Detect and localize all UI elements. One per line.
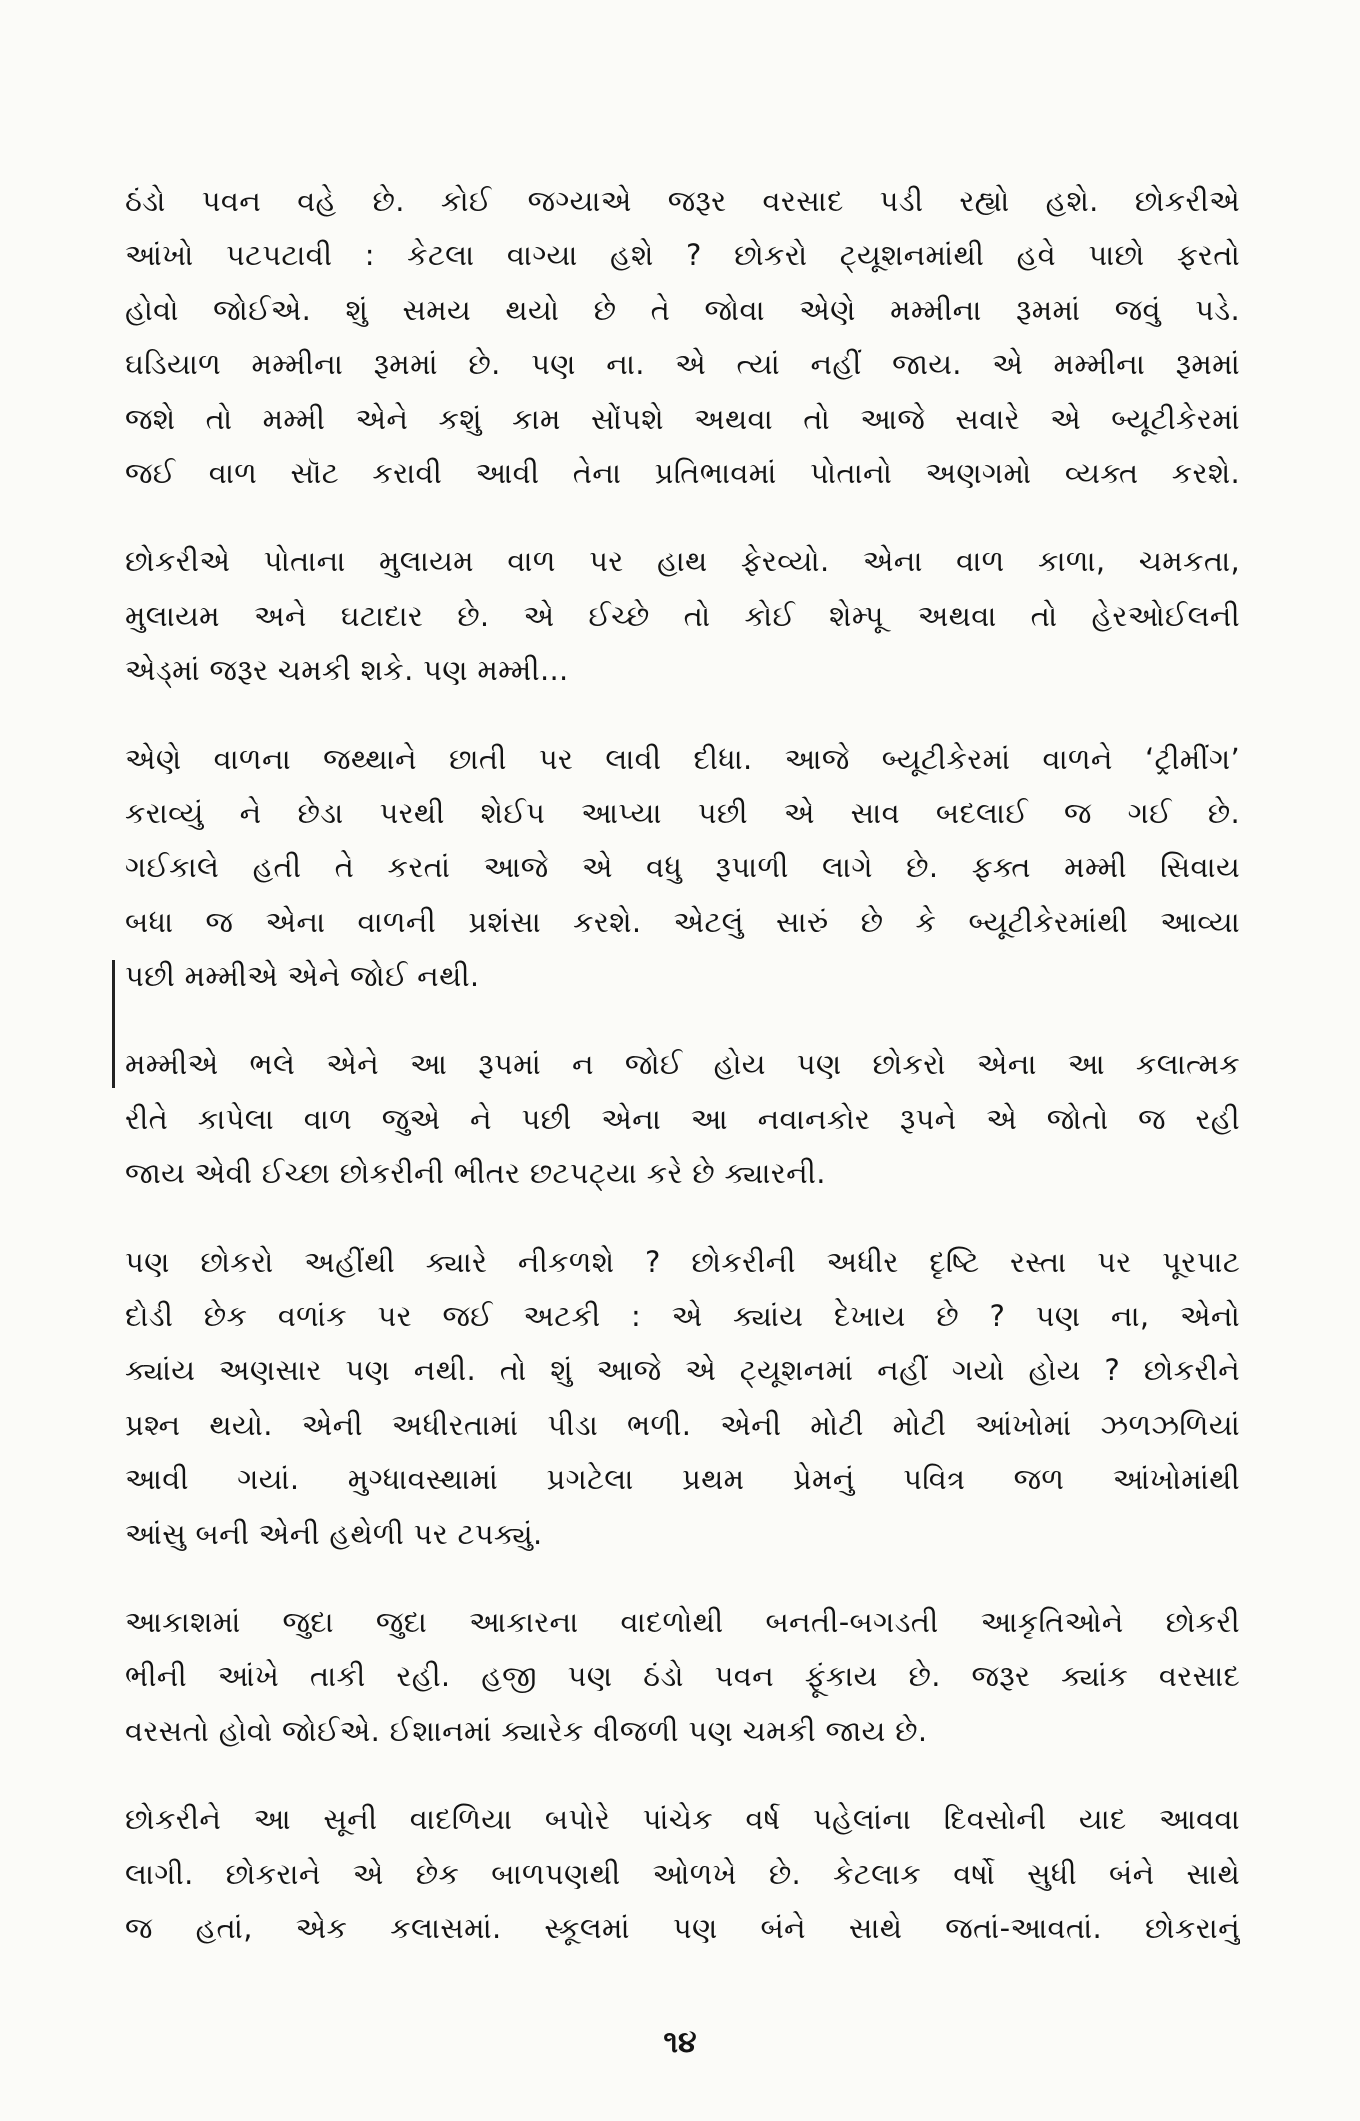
text-line: પણ છોકરો અહીંથી ક્યારે નીકળશે ? છોકરીની અધીર દૃષ્ટિ રસ્તા પર પૂરપાટ xyxy=(125,1244,1240,1279)
text-line: ઘડિયાળ મમ્મીના રૂમમાં છે. પણ ના. એ ત્યાં નહીં જાય. એ મમ્મીના રૂમમાં xyxy=(125,347,1240,382)
paragraph-1 xyxy=(125,174,1240,500)
paragraph-2 xyxy=(125,534,1240,697)
text-line: એડ્માં જરૂર ચમકી શકે. પણ મમ્મી... xyxy=(125,653,569,688)
text-line: રીતે કાપેલા વાળ જુએ ને પછી એના આ નવાનકોર રૂપને એ જોતો જ રહી xyxy=(125,1101,1240,1136)
text-line: છોકરીએ પોતાના મુલાયમ વાળ પર હાથ ફેરવ્યો. એના વાળ કાળા, ચમકતા, xyxy=(125,544,1240,579)
text-line: જાય એવી ઈચ્છા છોકરીની ભીતર છટપટ્યા કરે છે ક્યારની. xyxy=(125,1156,826,1191)
text-line: ભીની આંખે તાકી રહી. હજી પણ ઠંડો પવન ફૂંકાય છે. જરૂર ક્યાંક વરસાદ xyxy=(125,1659,1240,1694)
text-line: હોવો જોઈએ. શું સમય થયો છે તે જોવા એણે મમ્મીના રૂમમાં જવું પડે. xyxy=(125,292,1240,327)
text-line: લાગી. છોકરાને એ છેક બાળપણથી ઓળખે છે. કેટલાક વર્ષો સુધી બંને સાથે xyxy=(125,1856,1240,1891)
text-line: મુલાયમ અને ઘટાદાર છે. એ ઈચ્છે તો કોઈ શેમ્પૂ અથવા તો હેરઓઈલની xyxy=(125,598,1240,633)
text-line: બધા જ એના વાળની પ્રશંસા કરશે. એટલું સારું છે કે બ્યૂટીકેરમાંથી આવ્યા xyxy=(125,904,1240,939)
page-body-text xyxy=(125,174,1240,1955)
text-line: જઈ વાળ સૉટ કરાવી આવી તેના પ્રતિભાવમાં પોતાનો અણગમો વ્યક્ત કરશે. xyxy=(125,455,1240,490)
text-line: ગઈકાલે હતી તે કરતાં આજે એ વધુ રૂપાળી લાગે છે. ફક્ત મમ્મી સિવાય xyxy=(125,850,1240,885)
text-line: દોડી છેક વળાંક પર જઈ અટકી : એ ક્યાંય દેખાય છે ? પણ ના, એનો xyxy=(125,1299,1240,1334)
text-line: એણે વાળના જથ્થાને છાતી પર લાવી દીધા. આજે બ્યૂટીકેરમાં વાળને ‘ટ્રીમીંગ’ xyxy=(125,741,1240,776)
paragraph-6 xyxy=(125,1595,1240,1758)
text-line: જશે તો મમ્મી એને કશું કામ સોંપશે અથવા તો આજે સવારે એ બ્યૂટીકેરમાં xyxy=(125,401,1240,436)
paragraph-3 xyxy=(125,732,1240,1004)
text-line: વરસતો હોવો જોઈએ. ઈશાનમાં ક્યારેક વીજળી પણ ચમકી જાય છે. xyxy=(125,1713,928,1748)
text-line: જ હતાં, એક કલાસમાં. સ્કૂલમાં પણ બંને સાથે જતાં-આવતાં. છોકરાનું xyxy=(125,1910,1240,1945)
text-line: પ્રશ્ન થયો. એની અધીરતામાં પીડા ભળી. એની મોટી મોટી આંખોમાં ઝળઝળિયાં xyxy=(125,1407,1240,1442)
text-line: આંખો પટપટાવી : કેટલા વાગ્યા હશે ? છોકરો ટ્યૂશનમાંથી હવે પાછો ફરતો xyxy=(125,238,1240,273)
text-line: ક્યાંય અણસાર પણ નથી. તો શું આજે એ ટ્યૂશનમાં નહીં ગયો હોય ? છોકરીને xyxy=(125,1353,1240,1388)
paragraph-4 xyxy=(125,1037,1240,1200)
paragraph-7 xyxy=(125,1792,1240,1955)
text-line: કરાવ્યું ને છેડા પરથી શેઈપ આપ્યા પછી એ સાવ બદલાઈ જ ગઈ છે. xyxy=(125,795,1240,830)
page-number: ૧૪ xyxy=(663,2025,697,2060)
text-line: છોકરીને આ સૂની વાદળિયા બપોરે પાંચેક વર્ષ પહેલાંના દિવસોની યાદ આવવા xyxy=(125,1802,1240,1837)
text-line: આંસુ બની એની હથેળી પર ટપક્યું. xyxy=(125,1516,543,1551)
text-line: આકાશમાં જુદા જુદા આકારના વાદળોથી બનતી-બગડતી આકૃતિઓને છોકરી xyxy=(125,1604,1240,1639)
text-line: મમ્મીએ ભલે એને આ રૂપમાં ન જોઈ હોય પણ છોકરો એના આ કલાત્મક xyxy=(125,1047,1240,1082)
paragraph-5 xyxy=(125,1235,1240,1561)
text-line: ઠંડો પવન વહે છે. કોઈ જગ્યાએ જરૂર વરસાદ પડી રહ્યો હશે. છોકરીએ xyxy=(125,184,1240,218)
text-line: પછી મમ્મીએ એને જોઈ નથી. xyxy=(125,959,480,994)
text-line: આવી ગયાં. મુગ્ધાવસ્થામાં પ્રગટેલા પ્રથમ પ્રેમનું પવિત્ર જળ આંખોમાંથી xyxy=(125,1462,1240,1497)
scan-margin-line xyxy=(112,960,115,1088)
